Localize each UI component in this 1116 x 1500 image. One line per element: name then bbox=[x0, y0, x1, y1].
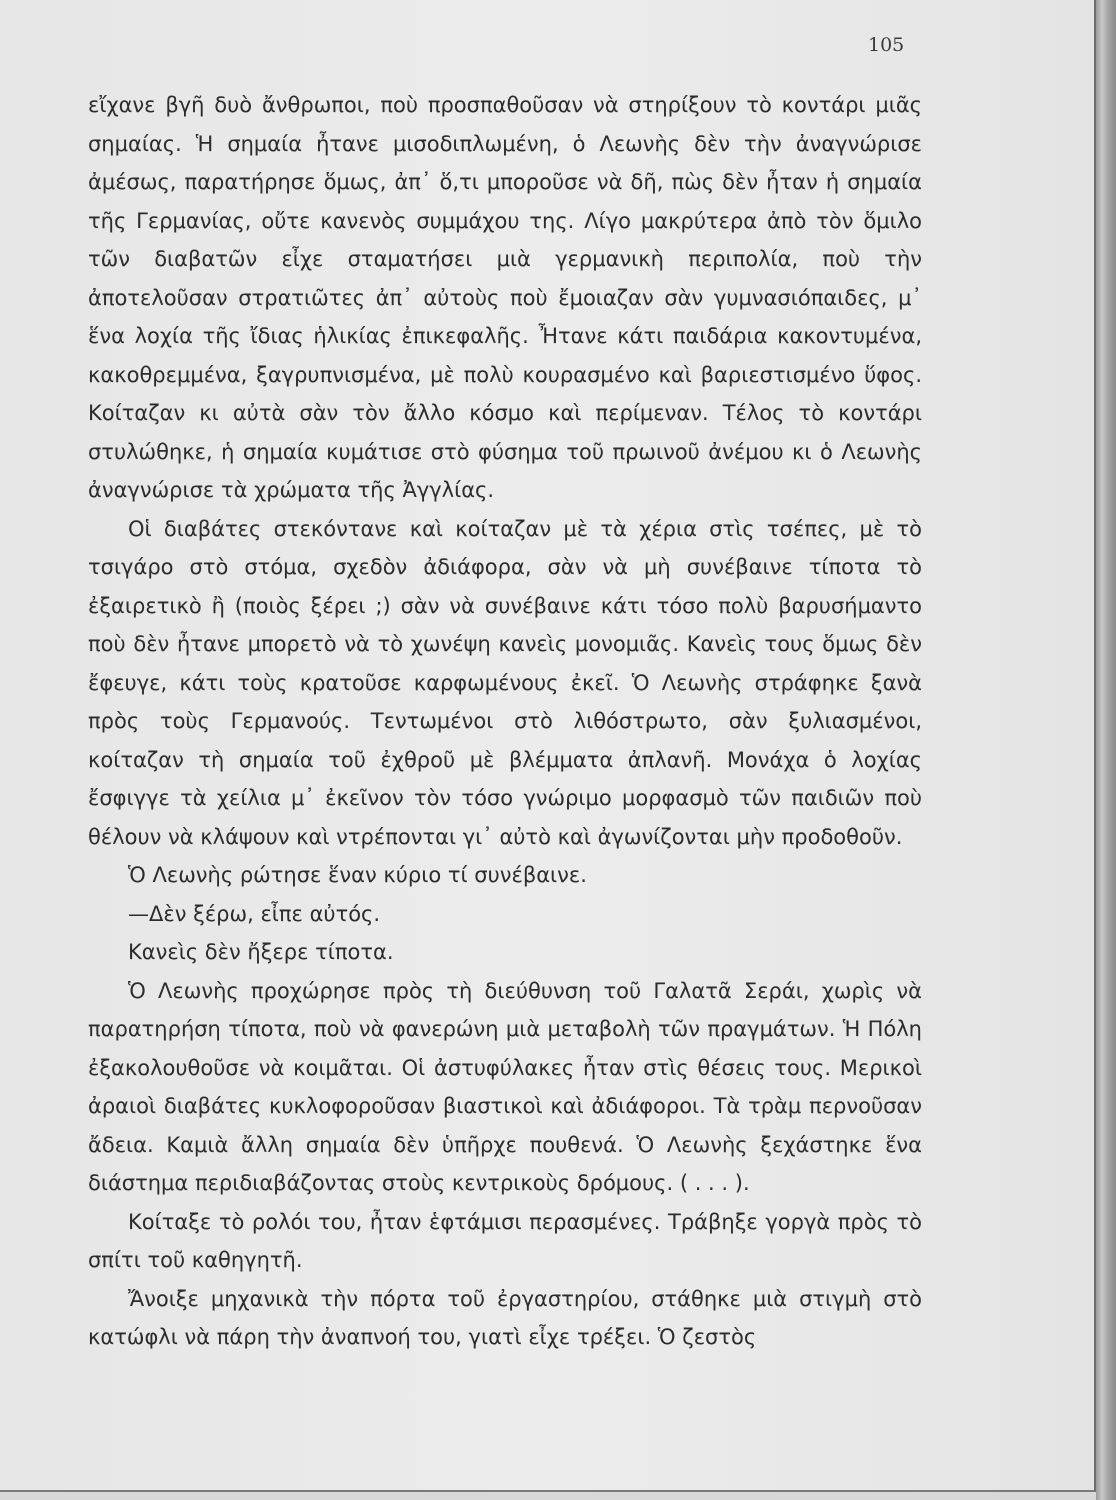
paragraph: Οἱ διαβάτες στεκόντανε καὶ κοίταζαν μὲ τὰ χέρια στὶς τσέπες, μὲ τὸ τσιγάρο στὸ στόμα, σχεδὸν ἀδιάφορα, σὰν νὰ μὴ συνέβαινε τίποτα τὸ ἐξαιρετικὸ ἢ (ποιὸς ξέρει ;) σὰν νὰ συνέβαινε κάτι τόσο πολὺ βαρυσήμαντο ποὺ δὲν ἦτανε μπορετὸ νὰ τὸ χωνέψη κανεὶς μονομιᾶς. Κανεὶς τους ὅμως δὲν ἔφευγε, κάτι τοὺς κρατοῦσε καρφωμένους ἐκεῖ. Ὁ Λεωνὴς στράφηκε ξανὰ πρὸς τοὺς Γερμανούς. Τεντωμένοι στὸ λιθόστρωτο, σὰν ξυλιασμένοι, κοίταζαν τὴ σημαία τοῦ ἐχθροῦ μὲ βλέμματα ἀπλανῆ. Μονάχα ὁ λοχίας ἔσφιγγε τὰ χείλια μ᾿ ἐκεῖνον τὸν τόσο γνώριμο μορφασμὸ τῶν παιδιῶν ποὺ θέλουν νὰ κλάψουν καὶ ντρέπονται γι᾿ αὐτὸ καὶ ἀγωνίζονται μὴν προδοθοῦν. bbox=[88, 516, 922, 849]
page-edge bbox=[1096, 0, 1116, 1500]
paragraph: εἴχανε βγῆ δυὸ ἄνθρωποι, ποὺ προσπαθοῦσαν νὰ στηρίξουν τὸ κοντάρι μιᾶς σημαίας. Ἡ σημαία ἦτανε μισοδιπλωμένη, ὁ Λεωνὴς δὲν τὴν ἀναγνώρισε ἀμέσως, παρατήρησε ὅμως, ἀπ᾿ ὅ,τι μποροῦσε νὰ δῆ, πὼς δὲν ἦταν ἡ σημαία τῆς Γερμανίας, οὔτε κανενὸς συμμάχου της. Λίγο μακρύτερα ἀπὸ τὸν ὅμιλο τῶν διαβατῶν εἶχε σταματήσει μιὰ γερμανικὴ περιπολία, ποὺ τὴν ἀποτελοῦσαν στρατιῶτες ἀπ᾿ αὐτοὺς ποὺ ἔμοιαζαν σὰν γυμνασιόπαιδες, μ᾿ ἕνα λοχία τῆς ἴδιας ἡλικίας ἐπικεφαλῆς. Ἦτανε κάτι παιδάρια κακοντυμένα, κακοθρεμμένα, ξαγρυπνισμένα, μὲ πολὺ κουρασμένο καὶ βαριεστισμένο ὕφος. Κοίταζαν κι αὐτὰ σὰν τὸν ἄλλο κόσμο καὶ περίμεναν. Τέλος τὸ κοντάρι στυλώθηκε, ἡ σημαία κυμάτισε στὸ φύσημα τοῦ πρωινοῦ ἀνέμου κι ὁ Λεωνὴς ἀναγνώρισε τὰ χρώματα τῆς Ἀγγλίας. bbox=[88, 93, 922, 502]
page-number: 105 bbox=[868, 34, 905, 56]
paragraph: —Δὲν ξέρω, εἶπε αὐτός. bbox=[128, 901, 381, 926]
paragraph: Ἄνοιξε μηχανικὰ τὴν πόρτα τοῦ ἐργαστηρίου, στάθηκε μιὰ στιγμὴ στὸ κατώφλι νὰ πάρη τὴν ἀναπνοή του, γιατὶ εἶχε τρέξει. Ὁ ζεστὸς bbox=[88, 1286, 922, 1349]
body-text bbox=[88, 86, 922, 1357]
paragraph: Ὁ Λεωνὴς προχώρησε πρὸς τὴ διεύθυνση τοῦ Γαλατᾶ Σεράι, χωρὶς νὰ παρατηρήση τίποτα, ποὺ νὰ φανερώνη μιὰ μεταβολὴ τῶν πραγμάτων. Ἡ Πόλη ἐξακολουθοῦσε νὰ κοιμᾶται. Οἱ ἀστυφύλακες ἦταν στὶς θέσεις τους. Μερικοὶ ἀραιοὶ διαβάτες κυκλοφοροῦσαν βιαστικοὶ καὶ ἀδιάφοροι. Τὰ τρὰμ περνοῦσαν ἄδεια. Καμιὰ ἄλλη σημαία δὲν ὑπῆρχε πουθενά. Ὁ Λεωνὴς ξεχάστηκε ἕνα διάστημα περιδιαβάζοντας στοὺς κεντρικοὺς δρόμους. ( . . . ). bbox=[88, 978, 922, 1195]
paragraph: Κανεὶς δὲν ἤξερε τίποτα. bbox=[128, 940, 394, 964]
paragraph: Κοίταξε τὸ ρολόι του, ἦταν ἑφτάμισι περασμένες. Τράβηξε γοργὰ πρὸς τὸ σπίτι τοῦ καθηγητῆ. bbox=[88, 1209, 922, 1272]
paragraph: Ὁ Λεωνὴς ρώτησε ἕναν κύριο τί συνέβαινε. bbox=[128, 863, 587, 887]
